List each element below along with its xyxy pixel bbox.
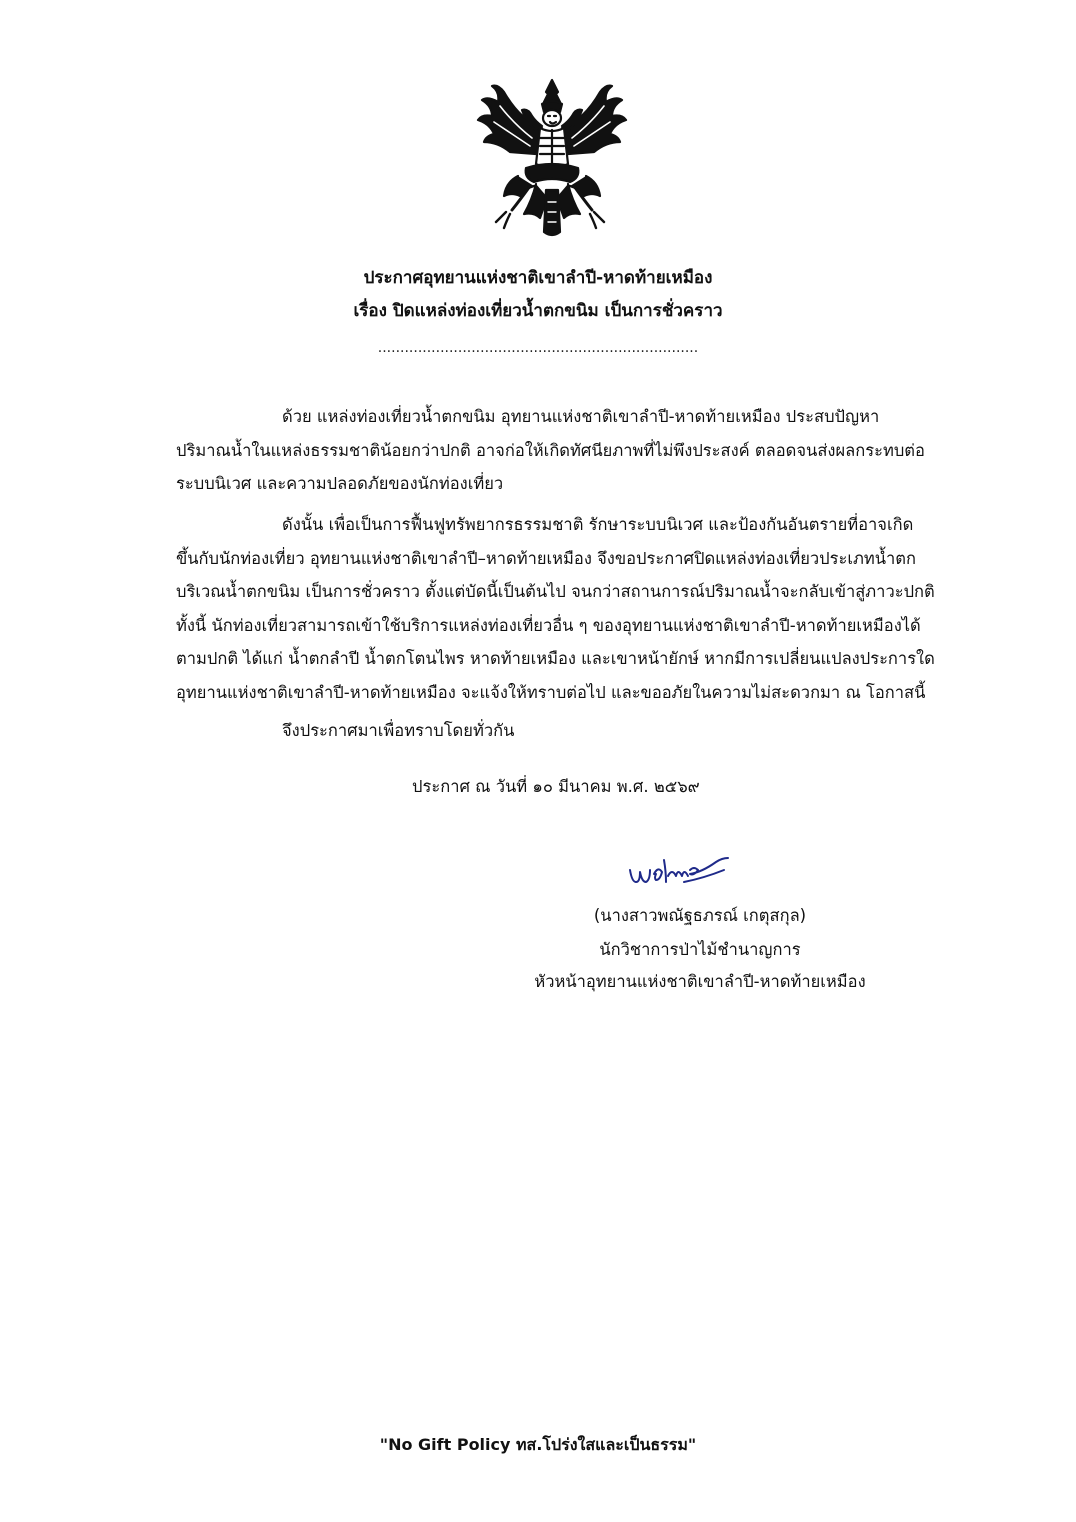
paragraph-line: บริเวณน้ำตกขนิม เป็นการชั่วคราว ตั้งแต่บัดนี้เป็นต้นไป จนกว่าสถานการณ์ปริมาณน้ำจะกลับเข้าสู่ภาวะปกติ: [176, 582, 935, 601]
garuda-emblem-icon: [470, 72, 635, 242]
paragraph-line: อุทยานแห่งชาติเขาลำปี-หาดท้ายเหมือง จะแจ้งให้ทราบต่อไป และขออภัยในความไม่สะดวกมา ณ โอกาสนี้: [176, 682, 926, 702]
header-divider: ........................................................................: [377, 340, 699, 356]
paragraph-line: ทั้งนี้ นักท่องเที่ยวสามารถเข้าใช้บริการแหล่งท่องเที่ยวอื่น ๆ ของอุทยานแห่งชาติเขาลำปี-หาดท้ายเหมืองได้: [176, 615, 921, 635]
announcement-header: [0, 262, 1076, 328]
signatory-name: (นางสาวพณัฐธภรณ์ เกตุสกุล): [593, 906, 807, 925]
signatory-position: นักวิชาการป่าไม้ชำนาญการ: [599, 940, 801, 959]
signatory-office: หัวหน้าอุทยานแห่งชาติเขาลำปี-หาดท้ายเหมือง: [534, 972, 866, 991]
body-paragraph-1: [176, 400, 974, 501]
paragraph-line: ระบบนิเวศ และความปลอดภัยของนักท่องเที่ยว: [176, 474, 504, 493]
paragraph-line: ขึ้นกับนักท่องเที่ยว อุทยานแห่งชาติเขาลำปี–หาดท้ายเหมือง จึงขอประกาศปิดแหล่งท่องเที่ยวประเภทน้ำตก: [176, 548, 916, 568]
paragraph-line: ปริมาณน้ำในแหล่งธรรมชาติน้อยกว่าปกติ อาจก่อให้เกิดทัศนียภาพที่ไม่พึงประสงค์ ตลอดจนส่งผลกระทบต่อ: [176, 440, 925, 460]
body-paragraph-2: [176, 508, 974, 709]
paragraph-line: ตามปกติ ได้แก่ น้ำตกลำปี น้ำตกโตนไพร หาดท้ายเหมือง และเขาหน้ายักษ์ หากมีการเปลี่ยนแปลงประการใด: [176, 649, 935, 668]
paragraph-line: ด้วย แหล่งท่องเที่ยวน้ำตกขนิม อุทยานแห่งชาติเขาลำปี-หาดท้ายเหมือง ประสบปัญหา: [282, 407, 880, 426]
handwritten-signature-icon: [624, 848, 732, 892]
paragraph-line: ดังนั้น เพื่อเป็นการฟื้นฟูทรัพยากรธรรมชาติ รักษาระบบนิเวศ และป้องกันอันตรายที่อาจเกิด: [282, 515, 914, 534]
announcement-subject: เรื่อง ปิดแหล่งท่องเที่ยวน้ำตกขนิม เป็นการชั่วคราว: [353, 301, 723, 321]
closing-statement: จึงประกาศมาเพื่อทราบโดยทั่วกัน: [282, 721, 515, 740]
footer-policy: "No Gift Policy ทส.โปร่งใสและเป็นธรรม": [379, 1435, 697, 1454]
announcement-date: ประกาศ ณ วันที่ ๑๐ มีนาคม พ.ศ. ๒๕๖๙: [412, 777, 700, 796]
announcement-title: ประกาศอุทยานแห่งชาติเขาลำปี-หาดท้ายเหมือง: [363, 268, 713, 288]
